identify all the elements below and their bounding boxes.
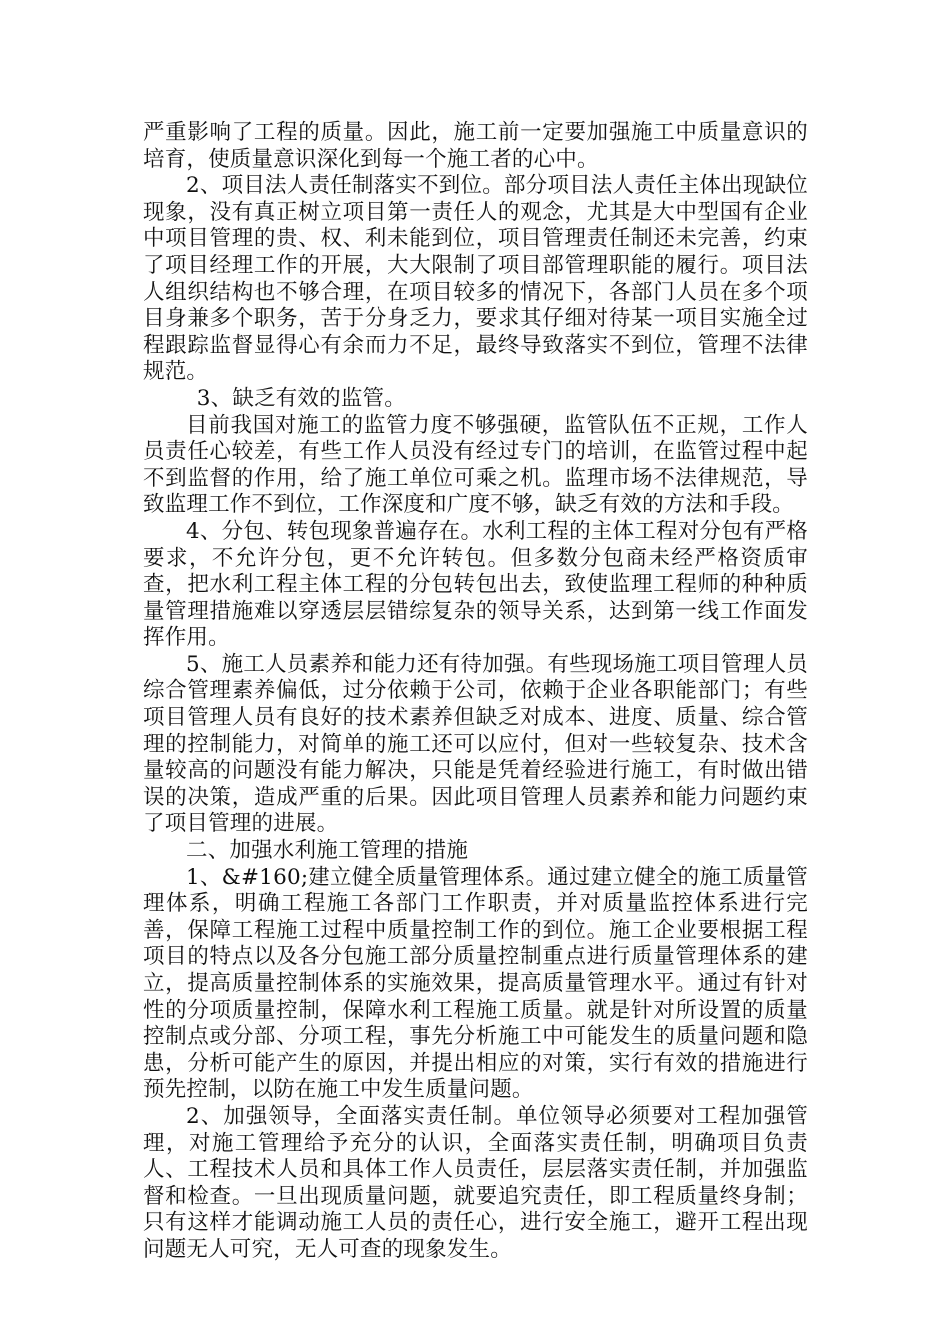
document-body: [143, 120, 808, 1264]
paragraph-item-3-body: 目前我国对施工的监管力度不够强硬，监管队伍不正规，工作人员责任心较差，有些工作人员没有经过专门的培训，在监管过程中起不到监督的作用，给了施工单位可乘之机。监理市场不法律规范，导致监理工作不到位，工作深度和广度不够，缺乏有效的方法和手段。: [143, 412, 808, 518]
section-heading: 二、加强水利施工管理的措施: [186, 838, 469, 864]
paragraph-measure-2: 2、加强领导，全面落实责任制。单位领导必须要对工程加强管理，对施工管理给予充分的认识，全面落实责任制，明确项目负责人、工程技术人员和具体工作人员责任，层层落实责任制，并加强监督和检查。一旦出现质量问题，就要追究责任，即工程质量终身制；只有这样才能调动施工人员的责任心，进行安全施工，避开工程出现问题无人可究，无人可查的现象发生。: [143, 1103, 808, 1262]
paragraph-continuation: 严重影响了工程的质量。因此，施工前一定要加强施工中质量意识的培育，使质量意识深化到每一个施工者的心中。: [143, 120, 808, 172]
paragraph-item-3-title: 3、缺乏有效的监管。: [196, 385, 406, 411]
paragraph-item-5: 5、施工人员素养和能力还有待加强。有些现场施工项目管理人员综合管理素养偏低，过分依赖于公司，依赖于企业各职能部门；有些项目管理人员有良好的技术素养但缺乏对成本、进度、质量、综合管理的控制能力，对简单的施工还可以应付，但对一些较复杂、技术含量较高的问题没有能力解决，只能是凭着经验进行施工，有时做出错误的决策，造成严重的后果。因此项目管理人员素养和能力问题约束了项目管理的进展。: [143, 651, 808, 837]
paragraph-measure-1: 1、&#160;建立健全质量管理体系。通过建立健全的施工质量管理体系，明确工程施工各部门工作职责，并对质量监控体系进行完善，保障工程施工过程中质量控制工作的到位。施工企业要根据工程项目的特点以及各分包施工部分质量控制重点进行质量管理体系的建立，提高质量控制体系的实施效果，提高质量管理水平。通过有针对性的分项质量控制，保障水利工程施工质量。就是针对所设置的质量控制点或分部、分项工程，事先分析施工中可能发生的质量问题和隐患，分析可能产生的原因，并提出相应的对策，实行有效的措施进行预先控制，以防在施工中发生质量问题。: [143, 864, 808, 1103]
paragraph-item-2: 2、项目法人责任制落实不到位。部分项目法人责任主体出现缺位现象，没有真正树立项目第一责任人的观念，尤其是大中型国有企业中项目管理的贵、权、利未能到位，项目管理责任制还未完善，约束了项目经理工作的开展，大大限制了项目部管理职能的履行。项目法人组织结构也不够合理，在项目较多的情况下，各部门人员在多个项目身兼多个职务，苦于分身乏力，要求其仔细对待某一项目实施全过程跟踪监督显得心有余而力不足，最终导致落实不到位，管理不法律规范。: [143, 173, 808, 385]
paragraph-item-4: 4、分包、转包现象普遍存在。水利工程的主体工程对分包有严格要求，不允许分包，更不允许转包。但多数分包商未经严格资质审查，把水利工程主体工程的分包转包出去，致使监理工程师的种种质量管理措施难以穿透层层错综复杂的领导关系，达到第一线工作面发挥作用。: [143, 518, 808, 651]
